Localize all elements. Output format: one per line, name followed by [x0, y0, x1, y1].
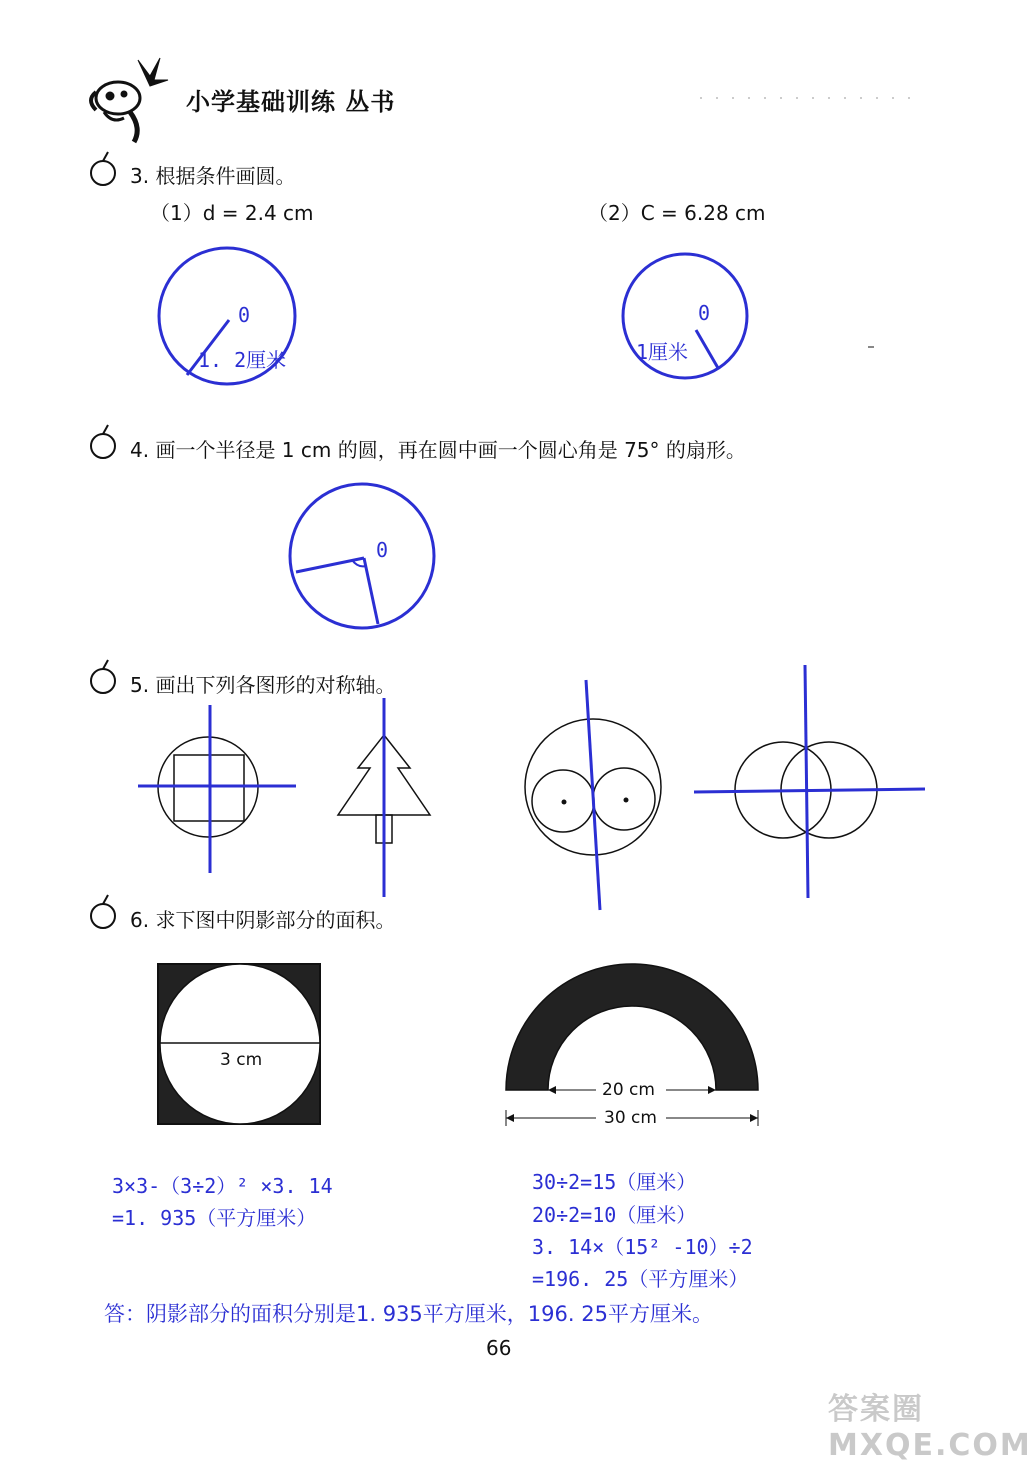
q6-work-right-line-3: 3. 14×（15² -10）÷2	[532, 1235, 753, 1259]
q3-fig2-center-label: 0	[698, 301, 711, 325]
q4-prompt: 4. 画一个半径是 1 cm 的圆，再在圆中画一个圆心角是 75° 的扇形。	[130, 438, 746, 462]
mascot-logo	[91, 58, 168, 142]
q5-circle-two-circles	[525, 680, 661, 910]
q4-center-label: 0	[376, 538, 389, 562]
apple-icon	[91, 152, 115, 185]
q6-half-ring	[506, 964, 758, 1126]
q6-work-right-line-4: =196. 25（平方厘米）	[532, 1267, 749, 1291]
q6-prompt: 6. 求下图中阴影部分的面积。	[130, 908, 396, 932]
q6-fig1-label: 3 cm	[220, 1050, 263, 1070]
q6-work-left-line-2: =1. 935（平方厘米）	[112, 1206, 317, 1230]
q3-part2: （2）C = 6.28 cm	[588, 201, 766, 225]
apple-icon	[91, 660, 115, 693]
series-title: 小学基础训练 丛书	[186, 88, 396, 116]
q3-fig1-center-label: 0	[238, 303, 251, 327]
q6-work-right-line-1: 30÷2=15（厘米）	[532, 1170, 697, 1194]
q5-tree	[338, 698, 430, 897]
q3-fig1-radius-label: 1. 2厘米	[198, 348, 287, 372]
apple-icon	[91, 425, 115, 458]
q5-overlapping-circles	[694, 665, 925, 898]
q5-prompt: 5. 画出下列各图形的对称轴。	[130, 673, 396, 697]
q3-fig2-radius-label: 1厘米	[636, 340, 689, 364]
q6-square-circle	[158, 964, 320, 1124]
q3-prompt: 3. 根据条件画圆。	[130, 164, 296, 188]
q6-work-left-line-1: 3×3-（3÷2）² ×3. 14	[112, 1174, 333, 1198]
page-number: 66	[486, 1336, 512, 1360]
q3-part1: （1）d = 2.4 cm	[150, 201, 314, 225]
q6-work-right-line-2: 20÷2=10（厘米）	[532, 1203, 697, 1227]
apple-icon	[91, 895, 115, 928]
q4-sector-circle	[290, 484, 434, 628]
watermark: 答案圈 MXQE.COM	[828, 1392, 1032, 1463]
q6-fig2-outer-label: 30 cm	[604, 1108, 657, 1128]
q6-final-answer: 答：阴影部分的面积分别是1. 935平方厘米，196. 25平方厘米。	[104, 1302, 713, 1326]
q6-fig2-inner-label: 20 cm	[602, 1080, 655, 1100]
q5-circle-square	[138, 705, 296, 873]
